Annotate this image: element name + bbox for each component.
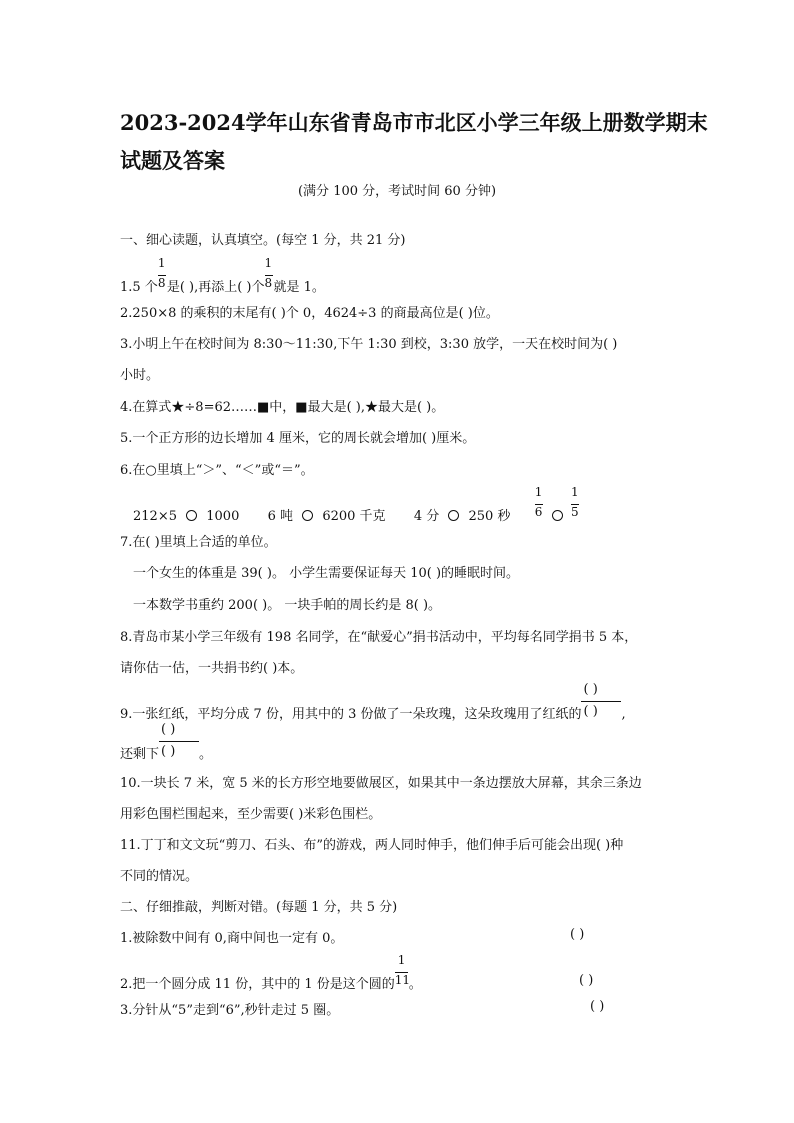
question-6-comparisons: 212×5 1000 6 吨 6200 千克 4 分 250 秒 $\frac{1}{6}$ $\frac{1}{5}$ (133, 485, 579, 524)
fraction-one-sixth: $\frac{1}{6}$ (534, 485, 543, 519)
question-7: 7.在( )里填上合适的单位。 (120, 535, 277, 550)
section-2-heading: 二、仔细推敲，判断对错。(每题 1 分，共 5 分) (120, 900, 398, 915)
page-title: 2023-2024学年山东省青岛市市北区小学三年级上册数学期末试题及答案 (120, 110, 708, 173)
question-3: 3.小明上午在校时间为 8:30～11:30,下午 1:30 到校，3:30 放学，一天在校时间为( ) (120, 337, 618, 352)
compare-circle-3[interactable] (448, 510, 459, 521)
section-1-heading: 一、细心读题，认真填空。(每空 1 分，共 21 分) (120, 233, 406, 248)
exam-info: (满分 100 分，考试时间 60 分钟) (297, 184, 497, 199)
compare-circle-2[interactable] (302, 510, 313, 521)
fraction-one-eighth: $\frac{1}{8}$ (157, 256, 166, 290)
question-5: 5.一个正方形的边长增加 4 厘米，它的周长就会增加( )厘米。 (120, 431, 476, 446)
question-2: 2.250×8 的乘积的末尾有( )个 0，4624÷3 的商最高位是( )位。 (120, 306, 499, 321)
question-11-cont: 不同的情况。 (120, 869, 199, 884)
question-3-cont: 小时。 (120, 368, 160, 383)
question-10: 10.一块长 7 米，宽 5 米的长方形空地要做展区，如果其中一条边摆放大屏幕，其余三条边 (120, 776, 642, 791)
compare-circle-4[interactable] (552, 510, 563, 521)
judge-question-2: 2.把一个圆分成 11 份，其中的 1 份是这个圆的 $\frac{1}{11}$ 。 (120, 953, 422, 992)
judge-answer-2[interactable]: ( ) (579, 973, 594, 988)
question-8: 8.青岛市某小学三年级有 198 名同学，在“献爱心”捐书活动中，平均每名同学捐书 5 本， (120, 630, 638, 645)
judge-answer-1[interactable]: ( ) (570, 927, 585, 942)
question-6: 6.在○里填上“＞”、“＜”或“＝”。 (120, 463, 314, 478)
question-4: 4.在算式★÷8=62……■中，■最大是( ),★最大是( )。 (120, 400, 445, 415)
question-8-cont: 请你估一估，一共捐书约( )本。 (120, 661, 304, 676)
judge-question-3: 3.分针从“5”走到“6”,秒针走过 5 圈。 (120, 1003, 340, 1018)
blank-fraction[interactable]: $\frac{( )}{( )}$ (581, 704, 621, 718)
compare-circle-1[interactable] (186, 510, 197, 521)
question-11: 11.丁丁和文文玩“剪刀、石头、布”的游戏，两人同时伸手，他们伸手后可能会出现( )种 (120, 838, 624, 853)
fraction-one-eleventh: $\frac{1}{11}$ (394, 953, 411, 987)
question-7-line-2: 一本数学书重约 200( )。 一块手帕的周长约是 8( )。 (133, 598, 442, 613)
question-10-cont: 用彩色围栏围起来，至少需要( )米彩色围栏。 (120, 807, 382, 822)
question-9-cont: 还剩下 $\frac{( )}{( )}$ 。 (120, 722, 213, 762)
judge-answer-3[interactable]: ( ) (590, 999, 605, 1014)
question-1: 1.5 个 $\frac{1}{8}$ 是( ),再添上( )个 $\frac{1}{8}$ 就是 1。 (120, 256, 325, 295)
judge-question-1: 1.被除数中间有 0,商中间也一定有 0。 (120, 931, 344, 946)
question-7-line-1: 一个女生的体重是 39( )。 小学生需要保证每天 10( )的睡眠时间。 (133, 566, 520, 581)
blank-fraction[interactable]: $\frac{( )}{( )}$ (159, 744, 199, 758)
question-9: 9.一张红纸，平均分成 7 份，用其中的 3 份做了一朵玫瑰，这朵玫瑰用了红纸的 $\frac{( )}{( )}$ , (120, 682, 626, 722)
fraction-one-fifth: $\frac{1}{5}$ (571, 485, 579, 519)
fraction-one-eighth: $\frac{1}{8}$ (264, 256, 273, 290)
